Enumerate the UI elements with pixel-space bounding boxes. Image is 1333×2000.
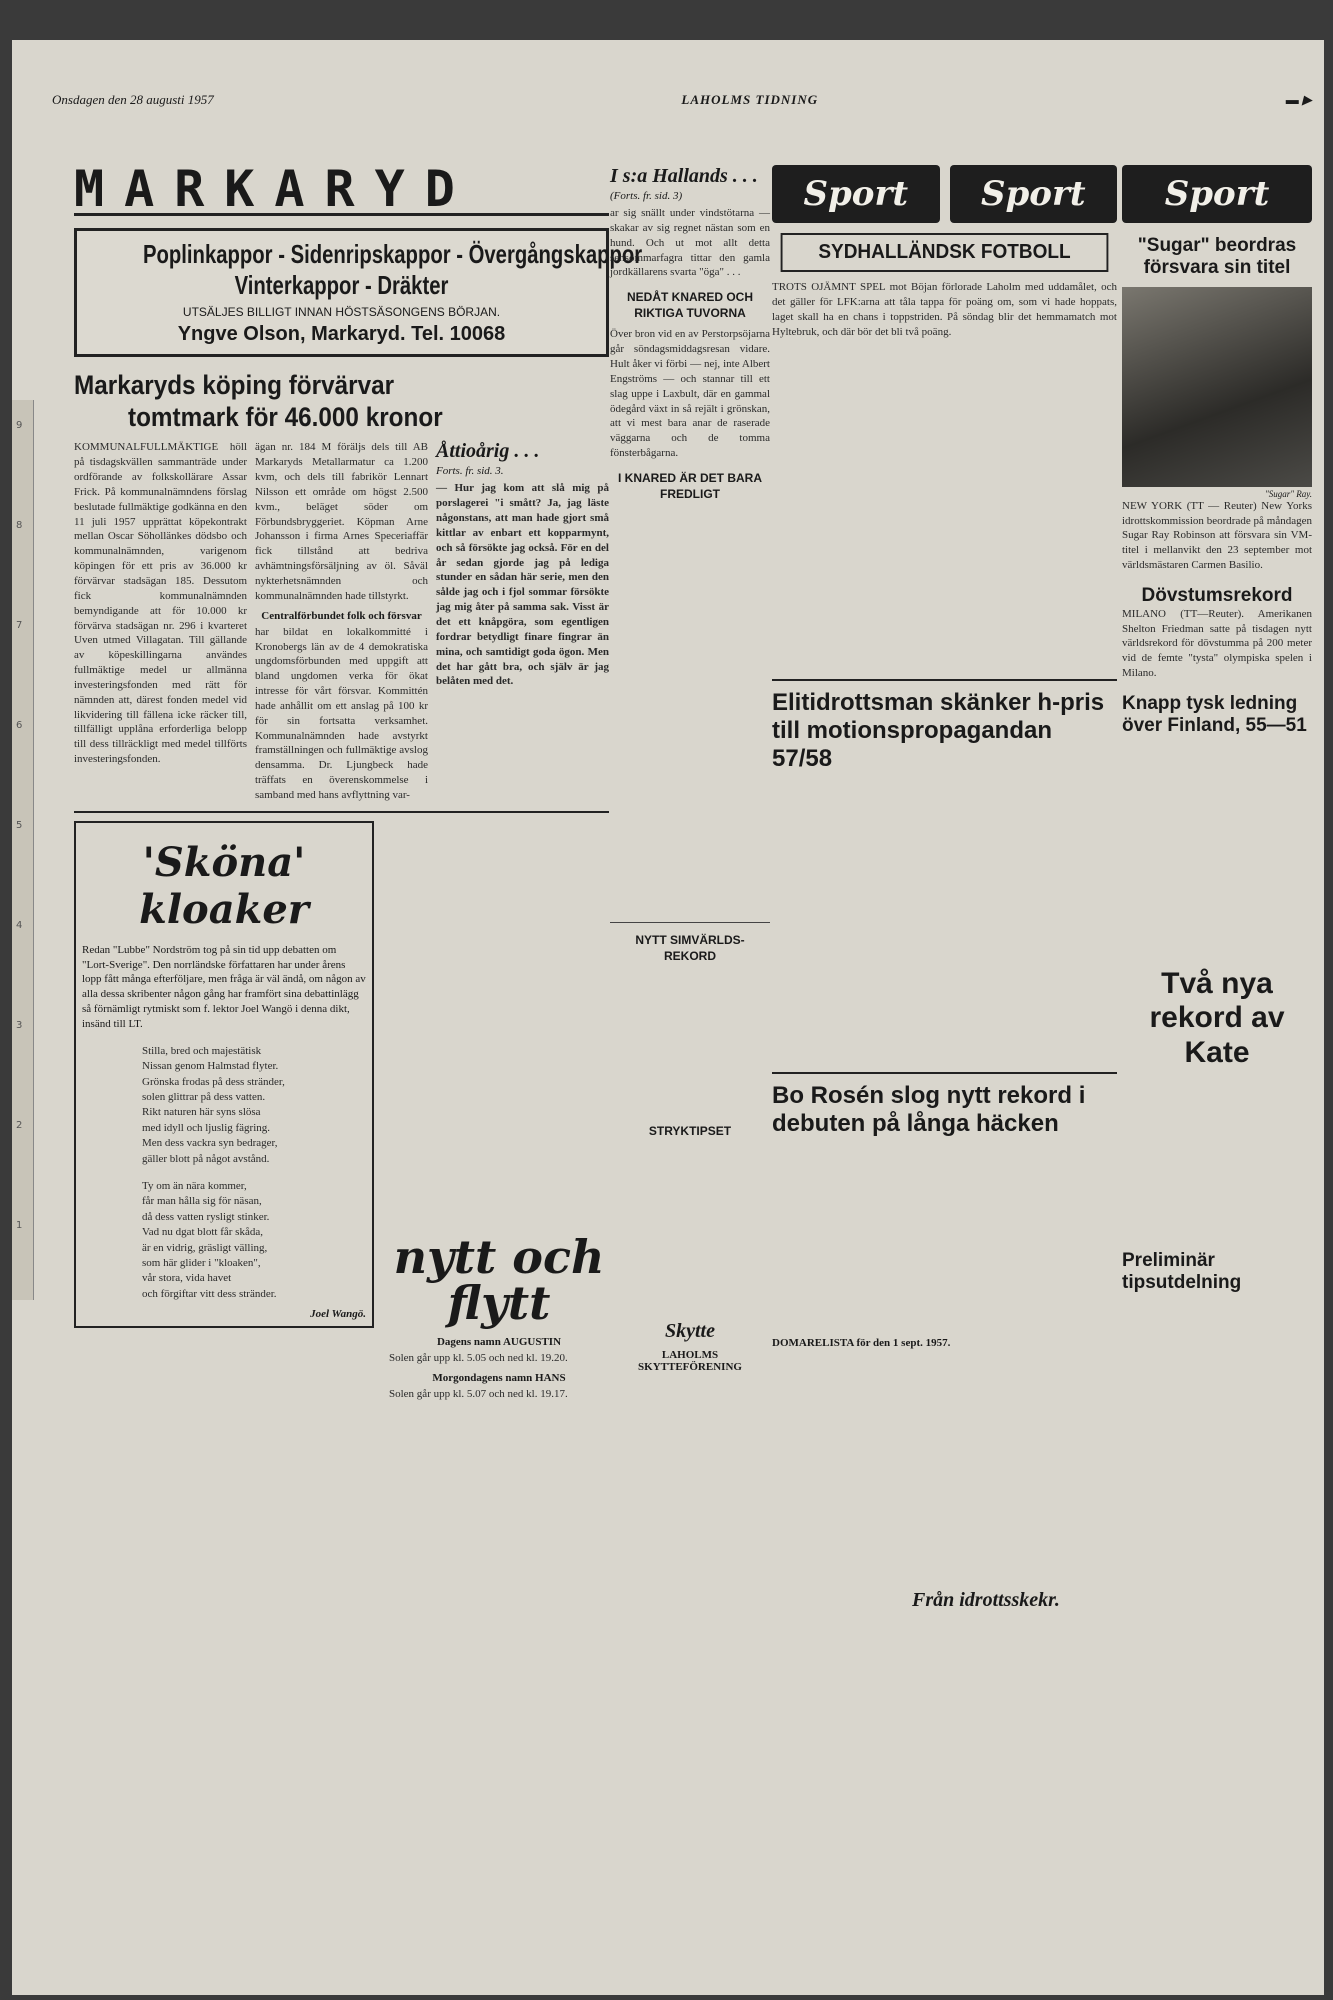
poem-body: [82, 1044, 366, 1302]
article-body-mid-continued: har bildat en lokalkommitté i Kronobergs län av de 4 demokratiska ungdomsförbunden med uppgift att bland ungdomen verka för ökat intresse för vårt försvar. Kommittén hade anhållit om ett anslag på 100 kr för sin fortsatta verksamhet. Kommunalnämnden hade avstyrkt framställningen och fullmäktige avslog densamma. Dr. Ljungbeck hade träffats en överenskommelse i samband med hans avflyttning var-: [255, 625, 428, 801]
names-of-day: Dagens namn AUGUSTIN: [436, 1336, 562, 1348]
coat-advertisement: [74, 228, 643, 357]
football-article: TROTS OJÄMNT SPEL mot Böjan förlorade Laholm med uddamålet, och det gäller för LFK:arna att tåla tappa för poäng om, som vi hade hoppats, laget skall ha en chans i toppstriden. På söndag blir det hemmamatch mot Hyltebruk, och där bör det bli två poäng.: [772, 281, 1117, 338]
poem-line: får man hålla sig för näsan,: [142, 1195, 262, 1208]
poem-line: [142, 1167, 366, 1179]
skytte-subhead: LAHOLMS SKYTTEFÖRENING: [638, 1348, 742, 1373]
article-body-mid: ägan nr. 184 M föräljs dels till AB Markaryds Metallarmatur ca 1.200 kvm, och dels till fabrikör Lennart Nilsson ett område om högst 2.500 kvm., beläget söder om Förbundsbryggeriet. Köpman Arne Johansson i firma Arnes Speceriaffär fick tillstånd att bedriva avhämtningsförsäljning av öl. Såväl nykterhetsnämnden och kommunalnämnden hade tillstyrkt.: [255, 441, 428, 602]
fran-idrottsskekr-headline: Från idrottsskekr.: [912, 1589, 1060, 1612]
skona-kloaker-title: 'Sköna' kloaker: [139, 838, 309, 933]
measuring-ruler: [12, 400, 34, 1300]
poem-line: då dess vatten rysligt stinker.: [142, 1210, 270, 1223]
poem-line: som här glider i "kloaken",: [142, 1256, 261, 1269]
poem-line: Grönska frodas på dess stränder,: [142, 1075, 285, 1088]
poem-line: gäller blott på något avstånd.: [142, 1152, 270, 1165]
ad-headline-second: Vinterkappor - Dräkter: [234, 270, 449, 300]
sport-right-column: [1122, 165, 1312, 1294]
lt-sport-logo: Sport: [772, 165, 940, 223]
ruler-tick: 7: [16, 620, 23, 631]
poem-line: och förgiftar vitt dess stränder.: [142, 1287, 277, 1300]
poem-line: Stilla, bred och majestätisk: [142, 1044, 262, 1057]
poem-line: Rikt naturen här syns slösa: [142, 1106, 261, 1119]
column-divider: [610, 922, 770, 923]
page-marker: ▬ ▶: [1285, 92, 1312, 107]
sugar-ray-photo: [1122, 287, 1312, 487]
kate-headline: Två nya rekord av Kate: [1149, 966, 1285, 1069]
poem-line: solen glittrar på dess vatten.: [142, 1091, 266, 1104]
attioarig-continued-from: Forts. fr. sid. 3.: [436, 465, 504, 478]
ruler-tick: 6: [16, 720, 23, 731]
section-divider: [772, 1072, 1117, 1074]
ruler-tick: 4: [16, 920, 23, 931]
hallands-subhead: NEDÅT KNARED OCH RIKTIGA TUVORNA: [627, 290, 753, 320]
ruler-tick: 8: [16, 520, 23, 531]
dovstum-article: MILANO (TT—Reuter). Amerikanen Shelton Friedman satte på tisdagen nytt världsrekord för dövstumma på 200 meter vid de femte "tysta" olympiska spelen i Milano.: [1122, 607, 1312, 680]
ruler-tick: 1: [16, 1220, 23, 1231]
hallands-subhead-second: I KNARED ÄR DET BARA FREDLIGT: [618, 471, 762, 501]
skytte-headline: Skytte: [665, 1319, 715, 1342]
preliminar-headline: Preliminär tipsutdelning: [1122, 1250, 1242, 1293]
finland-headline: Knapp tysk ledning över Finland, 55—51: [1122, 692, 1307, 736]
article-subhead: Centralförbundet folk och försvar: [261, 609, 422, 622]
section-divider: [74, 811, 609, 813]
attioarig-body: — Hur jag kom att slå mig på porslagerei "i smått? Ja, jag läste någonstans, att man hade gjort små kittlar av enbart ett kopparmynt, och så försökte jag också. För en del år sedan gjorde jag på lediga stunder en sådan här serie, men den sålde jag och i fjol sommar försökte jag mig åter på samma sak. Visst är det ett knåpgöra, som egentligen fordrar betydligt finare fingrar än mina, och samtidigt goda ögon. Men det har gått bra, och själv är jag belåten med det.: [436, 482, 609, 688]
ad-contact: Yngve Olson, Markaryd. Tel. 10068: [177, 323, 506, 345]
nytt-flytt-column: [389, 1220, 609, 1402]
poem-intro: Redan "Lubbe" Nordström tog på sin tid upp debatten om "Lort-Sverige". Den norrländske författaren har under årens lopp fått många efterföljare, men fråga är väl ändå, om någon av alla dessa skribenter någon gång har framfört sina debattinlägg så förnämligt rytmiskt som f. lektor Joel Wangö i denna dikt, insänd till LT.: [82, 943, 366, 1030]
sugar-headline: "Sugar" beordras försvara sin titel: [1137, 235, 1297, 278]
hallands-continued-from: (Forts. fr. sid. 3): [610, 190, 683, 202]
bo-rosen-headline: Bo Rosén slog nytt rekord i debuten på långa häcken: [772, 1082, 1086, 1137]
sugar-article: NEW YORK (TT — Reuter) New Yorks idrottskommission beordrade på måndagen Sugar Ray Robinson att försvara sin VM-titel i mellanvikt den 23 september mot världsmästaren Carmen Basilio.: [1122, 499, 1312, 572]
poem-signature: Joel Wangö.: [310, 1308, 366, 1321]
attioarig-title: Åttioårig . . .: [436, 440, 540, 463]
poem-line: Vad nu dgat blott får skåda,: [142, 1226, 263, 1239]
issue-date: Onsdagen den 28 augusti 1957: [52, 92, 214, 107]
poem-line: Nissan genom Halmstad flyter.: [142, 1060, 279, 1073]
sport-logos: [772, 165, 1117, 223]
lt-sport-logo: Sport: [950, 165, 1118, 223]
names-of-tomorrow: Morgondagens namn HANS: [432, 1371, 566, 1384]
poem-line: är en vidrig, gräsligt välling,: [142, 1241, 268, 1254]
sun-times-today: Solen går upp kl. 5.05 och ned kl. 19.20.: [389, 1352, 568, 1364]
ad-headline: Poplinkappor - Sidenripskappor - Övergångskappor: [142, 239, 643, 269]
stryktips-headline: STRYKTIPSET: [648, 1124, 732, 1139]
hallands-title: I s:a Hallands . . .: [610, 165, 758, 187]
newspaper-name: LAHOLMS TIDNING: [681, 92, 819, 107]
skona-kloaker-box: [74, 821, 374, 1328]
hallands-column: [610, 165, 770, 1376]
sport-section: [772, 165, 1117, 1612]
ruler-tick: 9: [16, 420, 23, 431]
article-body-left: KOMMUNALFULLMÄKTIGE höll på tisdagskvällen sammanträde under ordförande av folkskollärare Assar Frick. På kommunalnämndens förslag beslutade fullmäktige godkänna en den 11 juli 1957 upprättat köpekontrakt mellan Oscar Söhollänkes dödsbo och kommunalnämnden, varigenom köpingen för ett pris av 36.000 kr förvärvar stadsägan 185. Dessutom fick kommunalnämnden bemyndigande att för 10.000 kr förvärva stadsägan nr. 296 i kvarteret Uven utmed Villagatan. Till gällande av köpeskillingarna användes fullmäktige medel ur allmänna investeringsfonden med rätt för nämnden att, därest fonden medel vid likvidering till fällena icke räcker till, tillfälligt upplåna erforderliga belopp till dess tillräckligt med medel tillförts investeringsfonden.: [74, 441, 247, 766]
nytt-flytt-title: nytt och flytt: [393, 1230, 605, 1330]
hallands-body-continued: Över bron vid en av Perstorpsöjarna går söndagsmiddagsresan vidare. Hult åker vi förbi — nej, inte Albert Engströms — och stannar till ett slag uppe i Laxbult, där en gammal ödegård växt in så rejält i grönskan, att vi mest bara anar de raserade väggarna och de tomma fönsterbågarna.: [610, 328, 770, 460]
newspaper-page: [12, 40, 1324, 1995]
photo-caption: "Sugar" Ray.: [1264, 488, 1312, 499]
article-headline-second: tomtmark för 46.000 kronor: [128, 401, 443, 432]
poem-line: Ty om än nära kommer,: [142, 1179, 247, 1192]
sun-times-tomorrow: Solen går upp kl. 5.07 och ned kl. 19.17.: [389, 1387, 568, 1400]
section-divider: [772, 679, 1117, 681]
poem-line: vår stora, vida havet: [142, 1272, 232, 1285]
elitidrott-headline: Elitidrottsman skänker h-pris till motionspropagandan 57/58: [772, 689, 1105, 772]
article-columns: [74, 440, 609, 802]
ruler-tick: 5: [16, 820, 23, 831]
football-headline: SYDHALLÄNDSK FOTBOLL: [781, 233, 1109, 272]
swim-record-headline: NYTT SIMVÄRLDS-REKORD: [635, 933, 745, 963]
lt-sport-logo: Sport: [1122, 165, 1312, 223]
hallands-body: ar sig snällt under vindstötarna — skakar av sig regnet nästan som en hund. Och ut mot allt detta sensommarfagra tittar den gamla jordkällarens svarta "öga" . . .: [610, 207, 770, 279]
markaryd-section: [74, 160, 643, 1400]
ruler-tick: 2: [16, 1120, 23, 1131]
poem-line: Men dess vackra syn bedrager,: [142, 1137, 278, 1150]
page-masthead: [52, 80, 1312, 120]
domarelista-heading: DOMARELISTA för den 1 sept. 1957.: [772, 1337, 951, 1350]
ad-subline: UTSÄLJES BILLIGT INNAN HÖSTSÄSONGENS BÖRJAN.: [182, 305, 501, 319]
poem-line: med idyll och ljuslig fägring.: [142, 1121, 271, 1134]
ruler-tick: 3: [16, 1020, 23, 1031]
dovstum-headline: Dövstumsrekord: [1141, 584, 1293, 606]
town-banner: MARKARYD: [74, 160, 609, 216]
article-headline: Markaryds köping förvärvar: [74, 370, 395, 400]
